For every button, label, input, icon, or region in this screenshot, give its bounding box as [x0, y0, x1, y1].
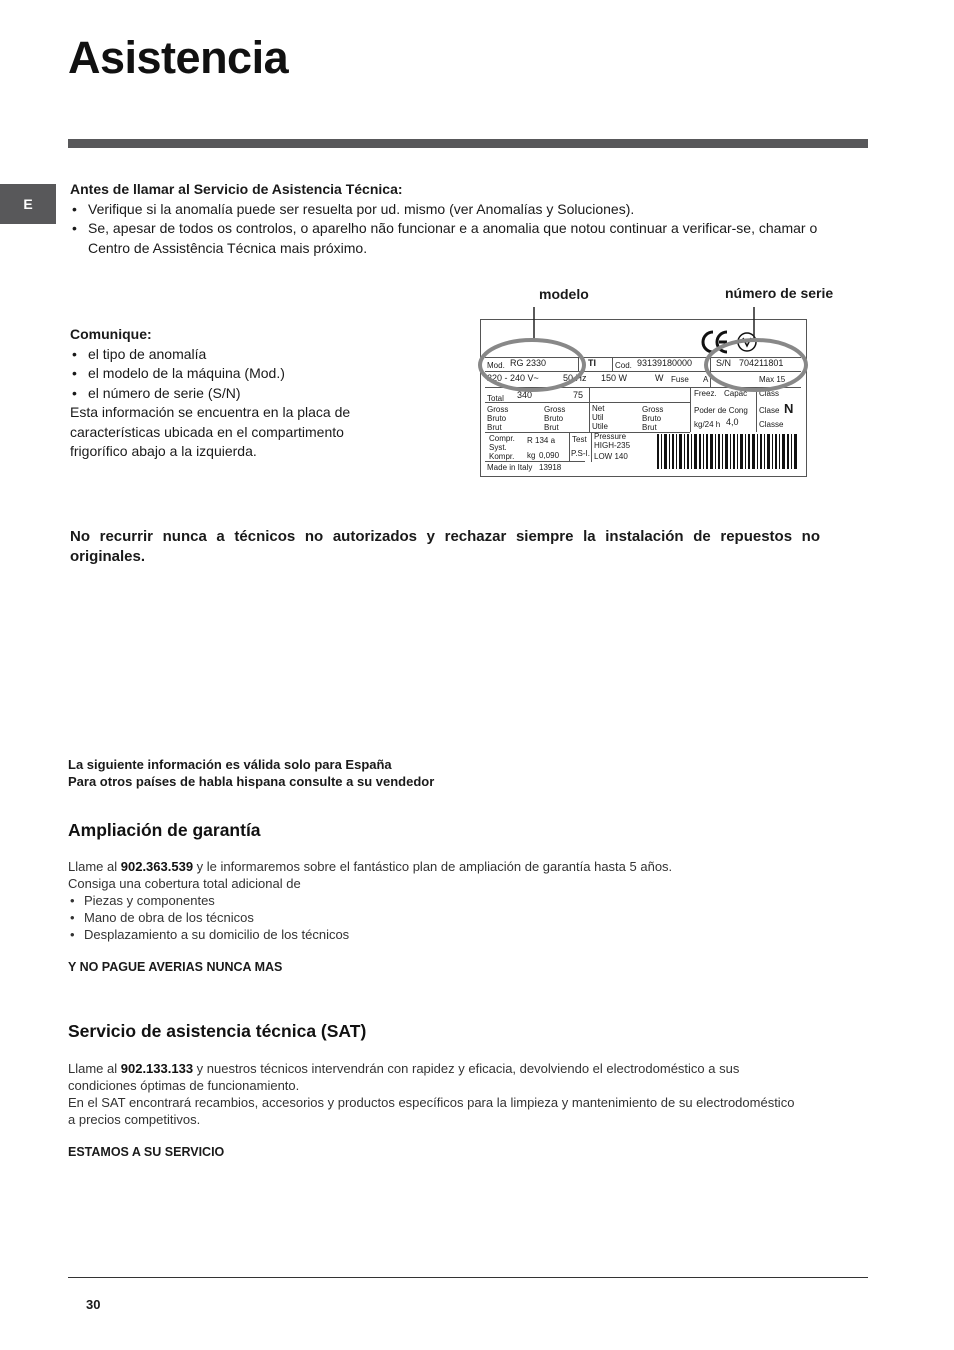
serial-callout-label: número de serie — [725, 285, 834, 301]
warranty-list — [68, 892, 828, 943]
plate-callout-overlay — [470, 300, 830, 410]
barcode-icon — [657, 434, 799, 469]
communicate-list — [70, 345, 400, 404]
sat-heading: Servicio de asistencia técnica (SAT) — [68, 1021, 367, 1041]
plate-cod-label: Cod. — [615, 361, 632, 370]
plate-ti: TI — [588, 358, 596, 368]
communicate-section — [70, 325, 400, 462]
before-call-heading: Antes de llamar al Servicio de Asistencia Técnica: — [70, 181, 403, 197]
plate-sn-value: 704211801 — [739, 358, 784, 368]
plate-total-value: 340 — [517, 390, 533, 400]
list-item: • Desplazamiento a su domicilio de los técnicos — [68, 926, 828, 943]
plate-hz: 50 Hz — [563, 373, 587, 383]
model-callout-label: modelo — [539, 286, 589, 302]
plate-gross-c: Gross Bruto Brut — [642, 405, 664, 432]
header-rule — [68, 139, 868, 148]
plate-kg-label: kg — [527, 451, 536, 460]
list-item: • el número de serie (S/N) — [70, 384, 400, 404]
plate-kg-value: 0,090 — [539, 451, 560, 460]
plate-clase-value: N — [784, 401, 794, 416]
list-item: • Mano de obra de los técnicos — [68, 909, 828, 926]
plate-test: Test — [572, 435, 587, 444]
sat-slogan: ESTAMOS A SU SERVICIO — [68, 1145, 225, 1159]
plate-class-en: Class — [759, 389, 780, 398]
communicate-heading: Comunique: — [70, 326, 152, 342]
sat-phone[interactable]: 902.133.133 — [120, 1061, 194, 1076]
plate-clase: Clase — [759, 406, 780, 415]
list-item: • Piezas y componentes — [68, 892, 828, 909]
list-item: • Se, apesar de todos os controlos, o aparelho não funcionar e a anomalia que notou continuar a verificar-se, chamar o Centro de Assistência Técnica mais próximo. — [70, 219, 840, 258]
warranty-slogan: Y NO PAGUE AVERIAS NUNCA MAS — [68, 960, 283, 974]
communicate-note: Esta información se encuentra en la placa de características ubicada en el compartimento frigorífico abajo a la izquierda. — [70, 404, 351, 459]
plate-kg24: kg/24 h — [694, 420, 721, 429]
warranty-heading: Ampliación de garantía — [68, 820, 261, 840]
language-tab: E — [0, 184, 56, 224]
plate-low: LOW 140 — [594, 452, 628, 461]
plate-kg24-value: 4,0 — [726, 417, 739, 427]
plate-made-code: 13918 — [539, 463, 562, 472]
plate-max: Max 15 — [759, 375, 786, 384]
warning-text: No recurrir nunca a técnicos no autorizados y rechazar siempre la instalación de repuestos no originales. — [70, 528, 820, 565]
list-item: • el modelo de la máquina (Mod.) — [70, 364, 400, 384]
plate-voltage: 220 - 240 V~ — [487, 373, 539, 383]
plate-net: Net Util Utile — [592, 404, 609, 431]
before-call-list — [70, 200, 840, 259]
plate-gross-a: Gross Bruto Brut — [487, 405, 509, 432]
plate-made-in: Made in Italy — [487, 463, 533, 472]
plate-fuse: Fuse — [671, 375, 689, 384]
plate-pressure: Pressure — [594, 432, 627, 441]
plate-poder: Poder de Cong — [694, 406, 748, 415]
plate-high: HIGH-235 — [594, 441, 631, 450]
plate-mod-label: Mod. — [487, 361, 505, 370]
plate-watts: 150 W — [601, 373, 628, 383]
page-number: 30 — [86, 1297, 101, 1312]
plate-psi: P.S-I. — [571, 449, 590, 458]
list-item: • Verifique si la anomalía puede ser resuelta por ud. mismo (ver Anomalías y Soluciones). — [70, 200, 840, 220]
plate-gross-b: Gross Bruto Brut — [544, 405, 566, 432]
plate-compr: Compr. Syst. Kompr. — [489, 434, 515, 461]
page-title: Asistencia — [68, 32, 289, 83]
plate-mod-value: RG 2330 — [510, 358, 547, 368]
plate-sn-label: S/N — [716, 358, 732, 368]
warranty-body: Llame al 902.363.539 y le informaremos sobre el fantástico plan de ampliación de garantía hasta 5 años. Consiga una cobertura total adicional de • Piezas y componentes • Mano de obra de los técnicos • Desplazamiento a su domicilio de los técnicos — [68, 858, 828, 943]
spain-notice: La siguiente información es válida solo para España Para otros países de habla hispana consulte a su vendedor — [68, 757, 435, 789]
plate-w2: W — [655, 373, 664, 383]
warranty-phone[interactable]: 902.363.539 — [120, 859, 194, 874]
plate-cod-value: 93139180000 — [637, 358, 693, 368]
plate-refrigerant: R 134 a — [527, 436, 556, 445]
plate-amp: A — [703, 375, 709, 384]
plate-freez: Freez. — [694, 389, 717, 398]
footer-rule — [68, 1277, 868, 1278]
before-call-section — [70, 180, 840, 258]
plate-total-label: Total — [487, 394, 504, 403]
plate-star-value: 75 — [573, 390, 584, 400]
plate-classe: Classe — [759, 420, 784, 429]
list-item: • el tipo de anomalía — [70, 345, 400, 365]
plate-capac: Capac — [724, 389, 748, 398]
sat-body: Llame al 902.133.133 y nuestros técnicos intervendrán con rapidez y eficacia, devolviendo el electrodoméstico a sus condiciones óptimas de funcionamiento. En el SAT encontrará recambios, accesorios y productos específicos para la limpieza y mantenimiento de su electrodoméstico a precios competitivos. — [68, 1061, 795, 1127]
